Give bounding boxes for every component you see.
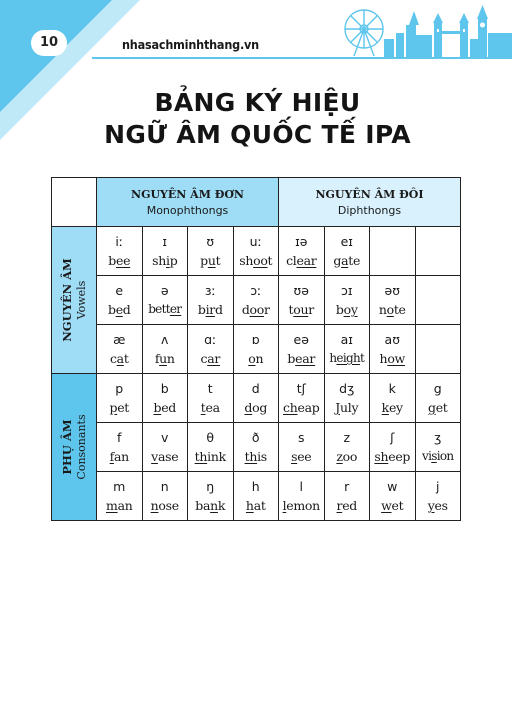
ipa-symbol: p (115, 381, 124, 396)
example-word-part: ase (157, 449, 179, 464)
ipa-cell (142, 472, 188, 521)
example-word-underlined-part: ch (283, 400, 298, 415)
example-word-part: te (393, 302, 406, 317)
example-word (370, 302, 415, 317)
example-word (279, 351, 324, 366)
ipa-cell (279, 472, 325, 521)
example-word (143, 302, 188, 317)
example-word-underlined-part: l (282, 498, 287, 513)
diphthongs-label-vi: NGUYÊN ÂM ĐÔI (315, 187, 424, 201)
example-word-part: f (154, 351, 160, 366)
example-word-underlined-part: i (165, 253, 170, 268)
example-word-underlined-part: r (336, 498, 343, 513)
example-word-part: ey (388, 400, 403, 415)
ipa-cell (415, 423, 461, 472)
example-word-underlined-part: a (116, 351, 124, 366)
example-word-underlined-part: ear (295, 351, 316, 366)
vowel-row (52, 325, 461, 374)
page-number: 10 (31, 30, 67, 56)
example-word-underlined-part: er (169, 302, 182, 316)
example-word (143, 351, 188, 366)
example-word-underlined-part: oo (253, 253, 268, 268)
example-word-part: sh (239, 253, 254, 268)
example-word (188, 351, 233, 366)
example-word-underlined-part: k (381, 400, 389, 415)
vowel-row (52, 227, 461, 276)
example-word-part: p (169, 253, 178, 268)
example-word-part: g (333, 253, 342, 268)
site-url: nhasachminhthang.vn (122, 37, 259, 52)
example-word-underlined-part: eigh (336, 351, 360, 365)
ipa-symbol: ɔɪ (340, 283, 353, 298)
example-word-part: et (391, 498, 404, 513)
ipa-cell (370, 423, 416, 472)
ipa-cell (233, 325, 279, 374)
example-word-underlined-part: ear (296, 253, 317, 268)
ipa-symbol: æ (113, 332, 126, 347)
ipa-cell (415, 325, 461, 374)
ipa-symbol: ɪə (295, 234, 308, 249)
example-word (188, 253, 233, 268)
example-word (234, 253, 279, 268)
example-word (97, 449, 142, 464)
example-word-underlined-part: d (244, 400, 253, 415)
example-word-underlined-part: u (207, 253, 216, 268)
ipa-symbol: ɜː (204, 283, 216, 298)
ipa-symbol: z (343, 430, 351, 445)
example-word-part: sh (152, 253, 166, 268)
ipa-symbol: d (251, 381, 260, 396)
diphthongs-label-en: Diphthongs (337, 203, 402, 217)
example-word-underlined-part: h (245, 498, 254, 513)
example-word-part: t (267, 253, 273, 268)
example-word-underlined-part: f (109, 449, 114, 464)
ipa-symbol: e (115, 283, 124, 298)
example-word-part: cl (286, 253, 297, 268)
ipa-cell (415, 227, 461, 276)
diphthongs-header (279, 178, 461, 227)
ipa-cell (324, 325, 370, 374)
ipa-cell (233, 423, 279, 472)
example-word-part: et (435, 400, 448, 415)
ipa-cell (370, 276, 416, 325)
ipa-symbol: n (160, 479, 169, 494)
ipa-symbol: əʊ (384, 283, 400, 298)
ipa-cell (233, 276, 279, 325)
example-word (234, 498, 279, 513)
example-word-underlined-part: n (210, 498, 218, 513)
example-word-part: emon (286, 498, 320, 513)
ipa-symbol: l (299, 479, 303, 494)
ipa-symbol: uː (249, 234, 262, 249)
example-word (279, 302, 324, 317)
example-word (97, 253, 142, 268)
ipa-cell (188, 472, 234, 521)
example-word (188, 498, 233, 513)
ipa-cell (279, 227, 325, 276)
example-word (143, 400, 188, 415)
ipa-cell (324, 472, 370, 521)
example-word-underlined-part: ar (207, 351, 221, 366)
example-word-part: ee (297, 449, 312, 464)
example-word-part: h (379, 351, 388, 366)
example-word-part: an (113, 449, 129, 464)
example-word (279, 449, 324, 464)
ipa-cell (188, 374, 234, 423)
example-word-part: ion (436, 449, 454, 463)
consonants-side-label-en: Consonants (75, 414, 88, 480)
example-word (416, 498, 461, 513)
example-word-underlined-part: p (109, 400, 118, 415)
ipa-symbol: j (436, 479, 440, 494)
example-word-part: ose (158, 498, 179, 513)
example-word (370, 351, 415, 366)
ipa-symbol: t (207, 381, 213, 396)
ipa-symbol: ʒ (434, 430, 442, 445)
example-word-part: c (109, 351, 117, 366)
example-word-underlined-part: s (431, 449, 437, 463)
example-word-part: bett (148, 302, 170, 316)
ipa-symbol: iː (115, 234, 124, 249)
ipa-symbol: ʊ (206, 234, 215, 249)
example-word (234, 449, 279, 464)
consonant-row (52, 423, 461, 472)
ipa-table (51, 177, 461, 521)
ipa-cell (279, 423, 325, 472)
example-word-underlined-part: n (150, 498, 159, 513)
monophthongs-label-en: Monophthongs (146, 203, 229, 217)
ipa-symbol: r (344, 479, 350, 494)
ipa-cell (370, 325, 416, 374)
ipa-symbol: g (433, 381, 442, 396)
example-word-underlined-part: a (341, 253, 349, 268)
example-word (370, 400, 415, 415)
vowels-side-label-vi: NGUYÊN ÂM (60, 258, 74, 342)
example-word-underlined-part: b (153, 400, 162, 415)
example-word-part: d (122, 302, 131, 317)
ipa-cell (233, 227, 279, 276)
example-word-part: at (253, 498, 266, 513)
example-word (97, 351, 142, 366)
ipa-cell (97, 325, 143, 374)
example-word-underlined-part: u (159, 351, 167, 366)
example-word-part: eep (388, 449, 411, 464)
ipa-symbol: ɔː (250, 283, 262, 298)
example-word-part: n (166, 351, 175, 366)
table-corner-cell (52, 178, 97, 227)
example-word-part: t (359, 351, 365, 365)
ipa-cell (188, 276, 234, 325)
ipa-cell (142, 276, 188, 325)
example-word-underlined-part: t (200, 400, 206, 415)
ipa-symbol: ʊə (293, 283, 309, 298)
ipa-cell (279, 276, 325, 325)
ipa-cell (233, 472, 279, 521)
example-word-underlined-part: s (291, 449, 298, 464)
ipa-symbol: w (387, 479, 398, 494)
ipa-cell (188, 423, 234, 472)
example-word-underlined-part: ou (293, 302, 309, 317)
ipa-cell (142, 423, 188, 472)
example-word-part: og (252, 400, 268, 415)
ipa-cell (370, 472, 416, 521)
example-word-underlined-part: oo (249, 302, 264, 317)
ipa-symbol: ɒ (251, 332, 260, 347)
example-word-underlined-part: th (244, 449, 258, 464)
title-line-2: NGỮ ÂM QUỐC TẾ IPA (104, 120, 411, 149)
example-word (143, 498, 188, 513)
example-word (279, 400, 324, 415)
example-word-part: uly (340, 400, 359, 415)
example-word-part: b (287, 351, 296, 366)
example-word-part: ba (195, 498, 211, 513)
example-word-part: es (434, 498, 448, 513)
example-word (279, 498, 324, 513)
monophthongs-header (97, 178, 279, 227)
ipa-cell (324, 227, 370, 276)
ipa-cell (97, 374, 143, 423)
example-word-part: ed (342, 498, 357, 513)
table-header-row (52, 178, 461, 227)
example-word-underlined-part: ir (205, 302, 215, 317)
ipa-cell (324, 276, 370, 325)
example-word (325, 351, 370, 366)
ipa-symbol: ɑː (204, 332, 217, 347)
example-word (370, 498, 415, 513)
example-word-part: et (117, 400, 130, 415)
ipa-cell (233, 374, 279, 423)
example-word-part: n (255, 351, 264, 366)
example-word-part: oo (342, 449, 358, 464)
example-word (234, 351, 279, 366)
ipa-symbol: θ (206, 430, 215, 445)
ipa-symbol: aɪ (340, 332, 353, 347)
ipa-symbol: tʃ (296, 381, 306, 396)
example-word-underlined-part: sh (374, 449, 389, 464)
example-word-part: ea (205, 400, 220, 415)
example-word-part: b (108, 253, 116, 268)
example-word (97, 498, 142, 513)
example-word-underlined-part: w (381, 498, 392, 513)
consonant-row (52, 374, 461, 423)
ipa-symbol: ŋ (206, 479, 215, 494)
ipa-symbol: dʒ (339, 381, 355, 396)
ipa-symbol: ɪ (162, 234, 168, 249)
ipa-symbol: eə (293, 332, 309, 347)
example-word-underlined-part: ow (387, 351, 405, 366)
ipa-cell (142, 374, 188, 423)
ipa-symbol: eɪ (340, 234, 353, 249)
header-rule (92, 57, 512, 59)
example-word-underlined-part: m (106, 498, 118, 513)
example-word (97, 302, 142, 317)
example-word-part: d (214, 302, 223, 317)
example-word-part: n (378, 302, 387, 317)
example-word-part: vi (422, 449, 432, 463)
example-word (188, 302, 233, 317)
consonant-row (52, 472, 461, 521)
example-word-underlined-part: o (386, 302, 394, 317)
example-word-part: eap (297, 400, 320, 415)
ipa-symbol: s (297, 430, 305, 445)
ipa-cell (415, 276, 461, 325)
example-word-part: r (308, 302, 314, 317)
example-word (188, 400, 233, 415)
example-word (325, 253, 370, 268)
vowels-side (52, 227, 97, 374)
example-word-part: ink (207, 449, 226, 464)
example-word (279, 253, 324, 268)
example-word (370, 449, 415, 464)
example-word-underlined-part: o (248, 351, 256, 366)
city-skyline-icon (336, 5, 512, 57)
example-word-underlined-part: z (336, 449, 343, 464)
ipa-symbol: v (161, 430, 169, 445)
example-word-underlined-part: ee (116, 253, 131, 268)
ipa-cell (188, 227, 234, 276)
vowels-side-label-en: Vowels (75, 280, 88, 320)
example-word (416, 400, 461, 415)
ipa-cell (370, 374, 416, 423)
ipa-symbol: ə (160, 283, 169, 298)
example-word (143, 449, 188, 464)
ipa-cell (97, 276, 143, 325)
example-word (234, 302, 279, 317)
example-word-part: ed (161, 400, 176, 415)
example-word-underlined-part: oy (343, 302, 358, 317)
example-word-underlined-part: v (151, 449, 158, 464)
example-word (325, 400, 370, 415)
ipa-cell (324, 374, 370, 423)
example-word-part: b (197, 302, 206, 317)
monophthongs-label-vi: NGUYÊN ÂM ĐƠN (131, 187, 244, 201)
example-word (325, 302, 370, 317)
example-word-part: k (217, 498, 226, 513)
example-word-part: t (288, 302, 294, 317)
ipa-cell (142, 325, 188, 374)
example-word-part: r (263, 302, 270, 317)
ipa-cell (97, 423, 143, 472)
example-word (97, 400, 142, 415)
example-word-underlined-part: g (427, 400, 436, 415)
example-word-underlined-part: th (194, 449, 208, 464)
example-word-part: b (107, 302, 116, 317)
example-word-part: c (200, 351, 208, 366)
example-word (325, 449, 370, 464)
example-word (188, 449, 233, 464)
example-word-part: h (329, 351, 337, 365)
ipa-cell (415, 472, 461, 521)
ipa-symbol: ʌ (161, 332, 169, 347)
ipa-cell (97, 227, 143, 276)
title-line-1: BẢNG KÝ HIỆU (154, 88, 361, 117)
example-word-underlined-part: y (427, 498, 435, 513)
example-word (325, 498, 370, 513)
ipa-symbol: f (117, 430, 122, 445)
ipa-symbol: k (388, 381, 396, 396)
example-word (143, 253, 188, 268)
vowel-row (52, 276, 461, 325)
consonants-side (52, 374, 97, 521)
ipa-cell (97, 472, 143, 521)
example-word-underlined-part: J (335, 400, 340, 415)
example-word-part: b (335, 302, 344, 317)
ipa-symbol: m (113, 479, 126, 494)
ipa-symbol: ʃ (390, 430, 395, 445)
ipa-cell (324, 423, 370, 472)
ipa-cell (415, 374, 461, 423)
example-word-part: p (200, 253, 208, 268)
ipa-symbol: ð (251, 430, 260, 445)
example-word-part: te (348, 253, 361, 268)
example-word (416, 449, 461, 464)
example-word-part: t (123, 351, 129, 366)
ipa-cell (279, 374, 325, 423)
ipa-cell (279, 325, 325, 374)
ipa-cell (142, 227, 188, 276)
ipa-cell (370, 227, 416, 276)
consonants-side-label-vi: PHỤ ÂM (60, 419, 74, 475)
example-word-part: d (241, 302, 250, 317)
example-word-underlined-part: e (115, 302, 123, 317)
example-word-part: t (215, 253, 221, 268)
ipa-symbol: b (160, 381, 169, 396)
example-word-part: an (117, 498, 133, 513)
example-word-part: is (257, 449, 267, 464)
ipa-symbol: h (251, 479, 260, 494)
example-word (234, 400, 279, 415)
ipa-cell (188, 325, 234, 374)
ipa-symbol: aʊ (384, 332, 400, 347)
